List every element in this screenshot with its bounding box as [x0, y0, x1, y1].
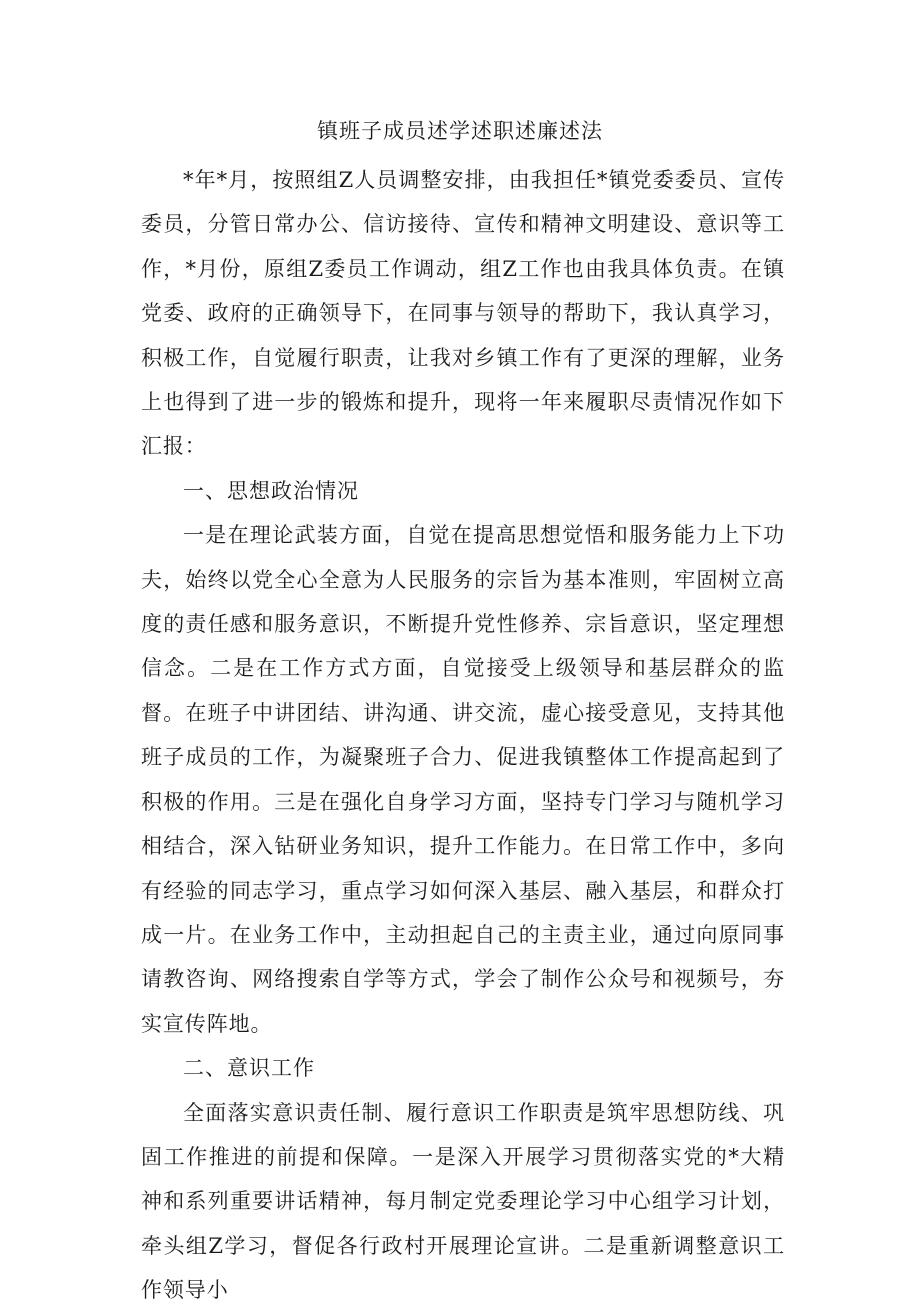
section-heading-awareness: 二、意识工作	[183, 1056, 315, 1081]
document-body	[141, 158, 785, 1313]
intro-paragraph: *年*月，按照组Z人员调整安排，由我担任*镇党委委员、宣传委员，分管日常办公、信访接待、宣传和精神文明建设、意识等工作，*月份，原组Z委员工作调动，组Z工作也由我具体负责。在镇党委、政府的正确领导下，在同事与领导的帮助下，我认真学习，积极工作，自觉履行职责，让我对乡镇工作有了更深的理解，业务上也得到了进一步的锻炼和提升，现将一年来履职尽责情况作如下汇报：	[141, 168, 785, 459]
section-heading-ideology: 一、思想政治情况	[183, 478, 359, 503]
document-title: 镇班子成员述学述职述廉述法	[317, 119, 603, 143]
ideology-paragraph: 一是在理论武装方面，自觉在提高思想觉悟和服务能力上下功夫，始终以党全心全意为人民服务的宗旨为基本准则，牢固树立高度的责任感和服务意识，不断提升党性修养、宗旨意识，坚定理想信念。二是在工作方式方面，自觉接受上级领导和基层群众的监督。在班子中讲团结、讲沟通、讲交流，虚心接受意见，支持其他班子成员的工作，为凝聚班子合力、促进我镇整体工作提高起到了积极的作用。三是在强化自身学习方面，坚持专门学习与随机学习相结合，深入钻研业务知识，提升工作能力。在日常工作中，多向有经验的同志学习，重点学习如何深入基层、融入基层，和群众打成一片。在业务工作中，主动担起自己的主责主业，通过向原同事请教咨询、网络搜索自学等方式，学会了制作公众号和视频号，夯实宣传阵地。	[141, 523, 785, 1036]
awareness-paragraph: 全面落实意识责任制、履行意识工作职责是筑牢思想防线、巩固工作推进的前提和保障。一是深入开展学习贯彻落实党的*大精神和系列重要讲话精神，每月制定党委理论学习中心组学习计划，牵头组Z学习，督促各行政村开展理论宣讲。二是重新调整意识工作领导小	[141, 1100, 785, 1303]
